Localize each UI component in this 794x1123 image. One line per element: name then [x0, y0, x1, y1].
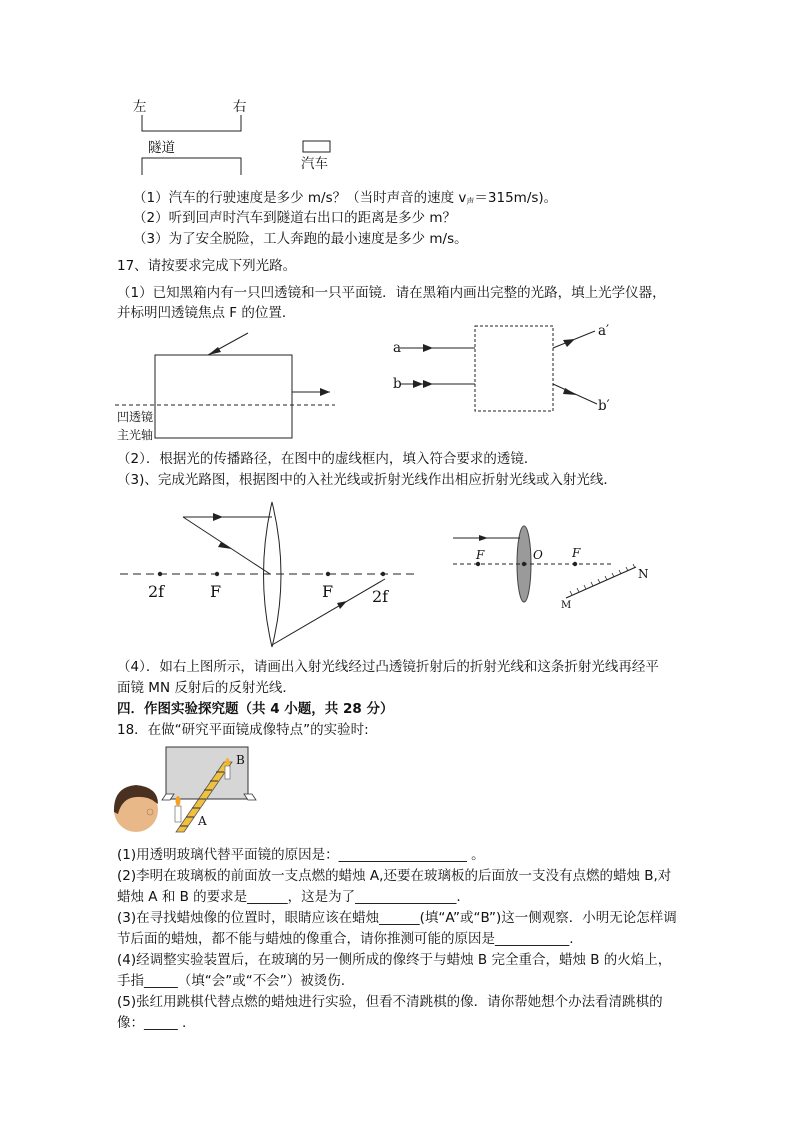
- label-ray-b-out: b′: [598, 398, 610, 414]
- label-O: O: [533, 548, 543, 562]
- q18-s5-line1: (5)张红用跳棋代替点燃的蜡烛进行实验，但看不清跳棋的像．请你帮她想个办法看清跳棋的: [117, 994, 663, 1010]
- label-F-left: F: [210, 582, 222, 601]
- label-F-right: F: [322, 582, 334, 601]
- q18-s5-line2: 像：_____ .: [117, 1015, 187, 1031]
- q17-title: 17、请按要求完成下列光路。: [117, 258, 297, 274]
- label-left: 左: [133, 99, 147, 115]
- point-2f-left: [158, 572, 162, 576]
- point-2f-right: [381, 572, 385, 576]
- label-concave-lens: 凹透镜: [117, 410, 154, 424]
- label-candle-A: A: [198, 814, 207, 828]
- q18-s3-line2: 节后面的蜡烛，都不能与蜡烛的像重合，请你推测可能的原因是___________.: [117, 931, 574, 947]
- q17-p1-line1: （1）已知黑箱内有一只凹透镜和一只平面镜．请在黑箱内画出完整的光路，填上光学仪器，: [117, 285, 666, 301]
- convex-lens-diagram: [115, 497, 420, 652]
- q16-item-2: （2）听到回声时汽车到隧道右出口的距离是多少 m？: [133, 210, 457, 226]
- point-F-right: [326, 572, 330, 576]
- q17-p4-line1: （4）．如右上图所示，请画出入射光线经过凸透镜折射后的折射光线和这条折射光线再经平: [117, 659, 659, 675]
- label-ray-b: b: [393, 376, 402, 392]
- label-F1: F: [476, 548, 485, 562]
- q17-p1-line2: 并标明凹透镜焦点 F 的位置．: [117, 305, 296, 321]
- q17-p4-line2: 面镜 MN 反射后的反射光线．: [117, 680, 296, 696]
- section-4-title: 四．作图实验探究题（共 4 小题，共 28 分）: [117, 701, 394, 717]
- label-candle-B: B: [236, 753, 245, 767]
- label-F2: F: [572, 546, 581, 560]
- q16-item-3: （3）为了安全脱险，工人奔跑的最小速度是多少 m/s。: [133, 231, 468, 247]
- label-ray-a: a: [393, 340, 402, 356]
- label-ray-a-out: a′: [598, 323, 610, 339]
- label-car: 汽车: [301, 156, 328, 172]
- label-tunnel: 隧道: [148, 140, 175, 156]
- q18-s4-line1: (4)经调整实验装置后，在玻璃的另一侧所成的像终于与蜡烛 B 完全重合，蜡烛 B 的火焰上，: [117, 952, 672, 968]
- q18-s3-line1: (3)在寻找蜡烛像的位置时，眼睛应该在蜡烛______(填“A”或“B”)这一侧观察．小明无论怎样调: [117, 910, 677, 926]
- lens-mirror-diagram: [448, 522, 658, 612]
- label-2f-left: 2f: [148, 582, 165, 601]
- label-N: N: [638, 567, 649, 581]
- q18-s2-line2: 蜡烛 A 和 B 的要求是______，这是为了_______________.: [117, 889, 461, 905]
- car-box: [303, 141, 330, 152]
- q17-p3: （3)、完成光路图，根据图中的入社光线或折射光线作出相应折射光线或入射光线．: [117, 472, 617, 488]
- q18-s1: (1)用透明玻璃代替平面镜的原因是：___________________ 。: [117, 847, 485, 863]
- q16-item-1: （1）汽车的行驶速度是多少 m/s？（当时声音的速度 $v_声=315m/s$)。: [133, 190, 558, 206]
- q18-title: 18．在做“研究平面镜成像特点”的实验时:: [117, 722, 369, 738]
- q18-s2-line1: (2)李明在玻璃板的前面放一支点燃的蜡烛 A,还要在玻璃板的后面放一支没有点燃的蜡烛 B,对: [117, 868, 672, 884]
- label-M: M: [561, 600, 572, 611]
- label-right: 右: [233, 99, 247, 115]
- label-main-axis: 主光轴: [117, 428, 154, 442]
- label-2f-right: 2f: [372, 587, 389, 606]
- q18-s4-line2: 手指_____（填“会”或“不会”）被烫伤.: [117, 973, 346, 989]
- point-F-left: [215, 572, 219, 576]
- q17-p2: （2）．根据光的传播路径，在图中的虚线框内，填入符合要求的透镜．: [117, 451, 538, 467]
